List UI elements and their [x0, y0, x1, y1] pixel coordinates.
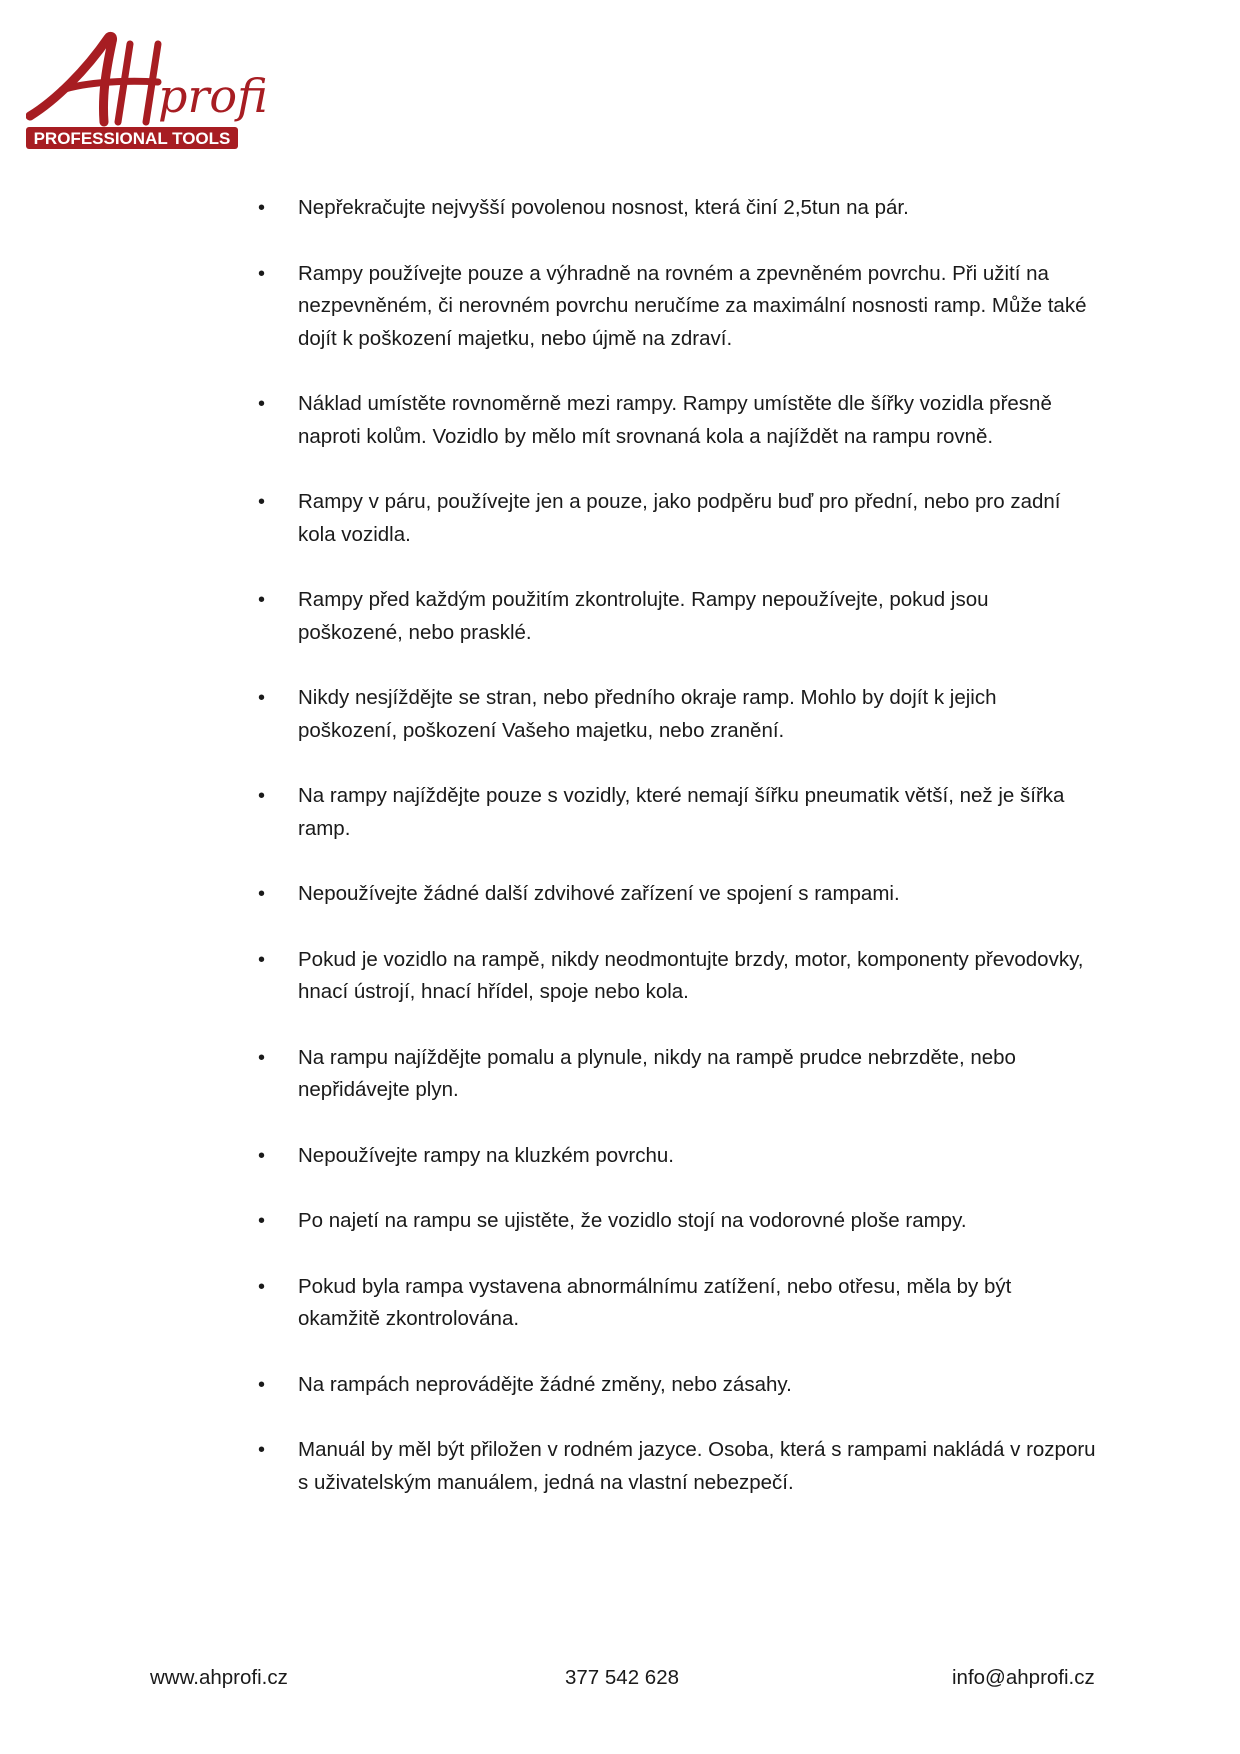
- bullet-icon: •: [258, 1275, 266, 1298]
- list-item: [258, 1271, 1098, 1336]
- ahprofi-logo: [26, 30, 276, 170]
- bullet-icon: •: [258, 687, 266, 709]
- list-item: [258, 682, 1098, 747]
- bullet-icon: •: [258, 1373, 266, 1396]
- list-item: [258, 780, 1098, 845]
- list-item-text: Na rampu najíždějte pomalu a plynule, nikdy na rampě prudce nebrzděte, nebo nepřidávejte plyn.: [298, 1045, 1016, 1101]
- footer-website[interactable]: www.ahprofi.cz: [150, 1666, 288, 1689]
- list-item: [258, 1434, 1098, 1499]
- list-item-text: Rampy v páru, používejte jen a pouze, jako podpěru buď pro přední, nebo pro zadní kola vozidla.: [298, 490, 1061, 546]
- bullet-icon: •: [258, 1439, 266, 1461]
- bullet-icon: •: [258, 1046, 266, 1069]
- list-item-text: Pokud je vozidlo na rampě, nikdy neodmontujte brzdy, motor, komponenty převodovky, hnací ústrojí, hnací hřídel, spoje nebo kola.: [298, 947, 1084, 1003]
- list-item: [258, 1205, 1098, 1238]
- list-item-text: Na rampách neprovádějte žádné změny, nebo zásahy.: [298, 1372, 792, 1396]
- bullet-icon: •: [258, 883, 266, 905]
- bullet-icon: •: [258, 948, 266, 971]
- list-item-text: Nepoužívejte rampy na kluzkém povrchu.: [298, 1143, 675, 1167]
- list-item: [258, 486, 1098, 551]
- logo-tagline: PROFESSIONAL TOOLS: [33, 129, 231, 148]
- list-item: [258, 944, 1098, 1009]
- logo-brand-text: profi: [158, 69, 268, 123]
- list-item-text: Po najetí na rampu se ujistěte, že vozidlo stojí na vodorovné ploše rampy.: [298, 1209, 967, 1232]
- bullet-icon: •: [258, 1210, 266, 1232]
- list-item: [258, 388, 1098, 453]
- instructions-list: [258, 192, 1098, 1532]
- bullet-icon: •: [258, 1144, 266, 1167]
- list-item-text: Nepoužívejte žádné další zdvihové zařízení ve spojení s rampami.: [298, 882, 900, 905]
- bullet-icon: •: [258, 197, 266, 219]
- bullet-icon: •: [258, 262, 266, 285]
- bullet-icon: •: [258, 785, 266, 807]
- list-item: [258, 258, 1098, 356]
- list-item-text: Pokud byla rampa vystavena abnormálnímu zatížení, nebo otřesu, měla by být okamžitě zkontrolována.: [298, 1274, 1012, 1330]
- list-item: [258, 584, 1098, 649]
- list-item: [258, 1369, 1098, 1402]
- list-item-text: Rampy používejte pouze a výhradně na rovném a zpevněném povrchu. Při užití na nezpevněném, či nerovném povrchu neručíme za maximální nosnosti ramp. Může také dojít k poškození majetku, nebo újmě na zdraví.: [298, 261, 1087, 350]
- list-item: [258, 878, 1098, 911]
- list-item: [258, 1140, 1098, 1173]
- footer-phone: 377 542 628: [565, 1666, 680, 1689]
- bullet-icon: •: [258, 589, 266, 611]
- list-item: [258, 1042, 1098, 1107]
- list-item-text: Náklad umístěte rovnoměrně mezi rampy. Rampy umístěte dle šířky vozidla přesně naproti kolům. Vozidlo by mělo mít srovnaná kola a najíždět na rampu rovně.: [298, 392, 1052, 448]
- list-item: [258, 192, 1098, 225]
- bullet-icon: •: [258, 393, 266, 415]
- list-item-text: Rampy před každým použitím zkontrolujte. Rampy nepoužívejte, pokud jsou poškozené, nebo prasklé.: [298, 588, 989, 644]
- list-item-text: Na rampy najíždějte pouze s vozidly, které nemají šířku pneumatik větší, než je šířka ramp.: [298, 784, 1065, 840]
- bullet-icon: •: [258, 491, 266, 513]
- footer-email[interactable]: info@ahprofi.cz: [952, 1666, 1095, 1689]
- list-item-text: Nikdy nesjíždějte se stran, nebo předního okraje ramp. Mohlo by dojít k jejich poškození, poškození Vašeho majetku, nebo zranění.: [298, 686, 997, 742]
- list-item-text: Nepřekračujte nejvyšší povolenou nosnost, která činí 2,5tun na pár.: [298, 196, 909, 219]
- list-item-text: Manuál by měl být přiložen v rodném jazyce. Osoba, která s rampami nakládá v rozporu s uživatelským manuálem, jedná na vlastní nebezpečí.: [298, 1438, 1096, 1494]
